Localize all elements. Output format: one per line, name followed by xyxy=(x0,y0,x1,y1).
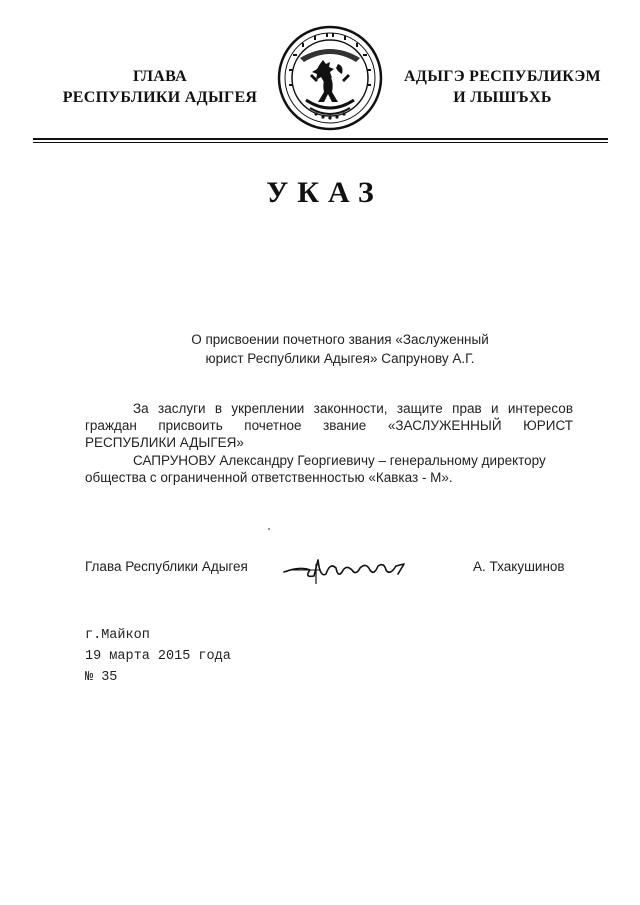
scan-speck xyxy=(268,528,270,530)
signature-icon xyxy=(280,548,420,586)
subject-line-1: О присвоении почетного звания «Заслуженный xyxy=(191,332,489,347)
subject-line-2: юрист Республики Адыгея» Сапрунову А.Г. xyxy=(205,351,475,366)
coat-of-arms-icon xyxy=(276,24,384,132)
document-type-title: УКАЗ xyxy=(266,176,383,209)
signatory-title: Глава Республики Адыгея xyxy=(85,559,248,574)
header-rule-thick xyxy=(33,138,608,140)
issue-date: 19 марта 2015 года xyxy=(85,649,231,664)
header-left xyxy=(40,66,280,108)
header-right xyxy=(380,66,625,108)
header-right-line2: И ЛЫШЪХЬ xyxy=(453,89,552,106)
paragraph-2-line-2: общества с ограниченной ответственностью «Кавказ - М». xyxy=(85,470,453,485)
header-right-line1: АДЫГЭ РЕСПУБЛИКЭМ xyxy=(404,68,601,85)
paragraph-1-line-1: За заслуги в укреплении законности, защите прав и интересов xyxy=(133,401,573,416)
decree-number: № 35 xyxy=(85,670,118,685)
paragraph-1-line-2: граждан присвоить почетное звание «ЗАСЛУЖЕННЫЙ ЮРИСТ xyxy=(85,418,573,433)
signatory-name: А. Тхакушинов xyxy=(473,559,565,574)
header-rule-thin xyxy=(33,142,608,143)
header-left-line1: ГЛАВА xyxy=(133,68,187,85)
paragraph-2-line-1: САПРУНОВУ Александру Георгиевичу – генеральному директору xyxy=(133,453,546,468)
header-left-line2: РЕСПУБЛИКИ АДЫГЕЯ xyxy=(62,89,258,106)
issue-city: г.Майкоп xyxy=(85,628,150,643)
paragraph-1-line-3: РЕСПУБЛИКИ АДЫГЕЯ» xyxy=(85,435,244,450)
